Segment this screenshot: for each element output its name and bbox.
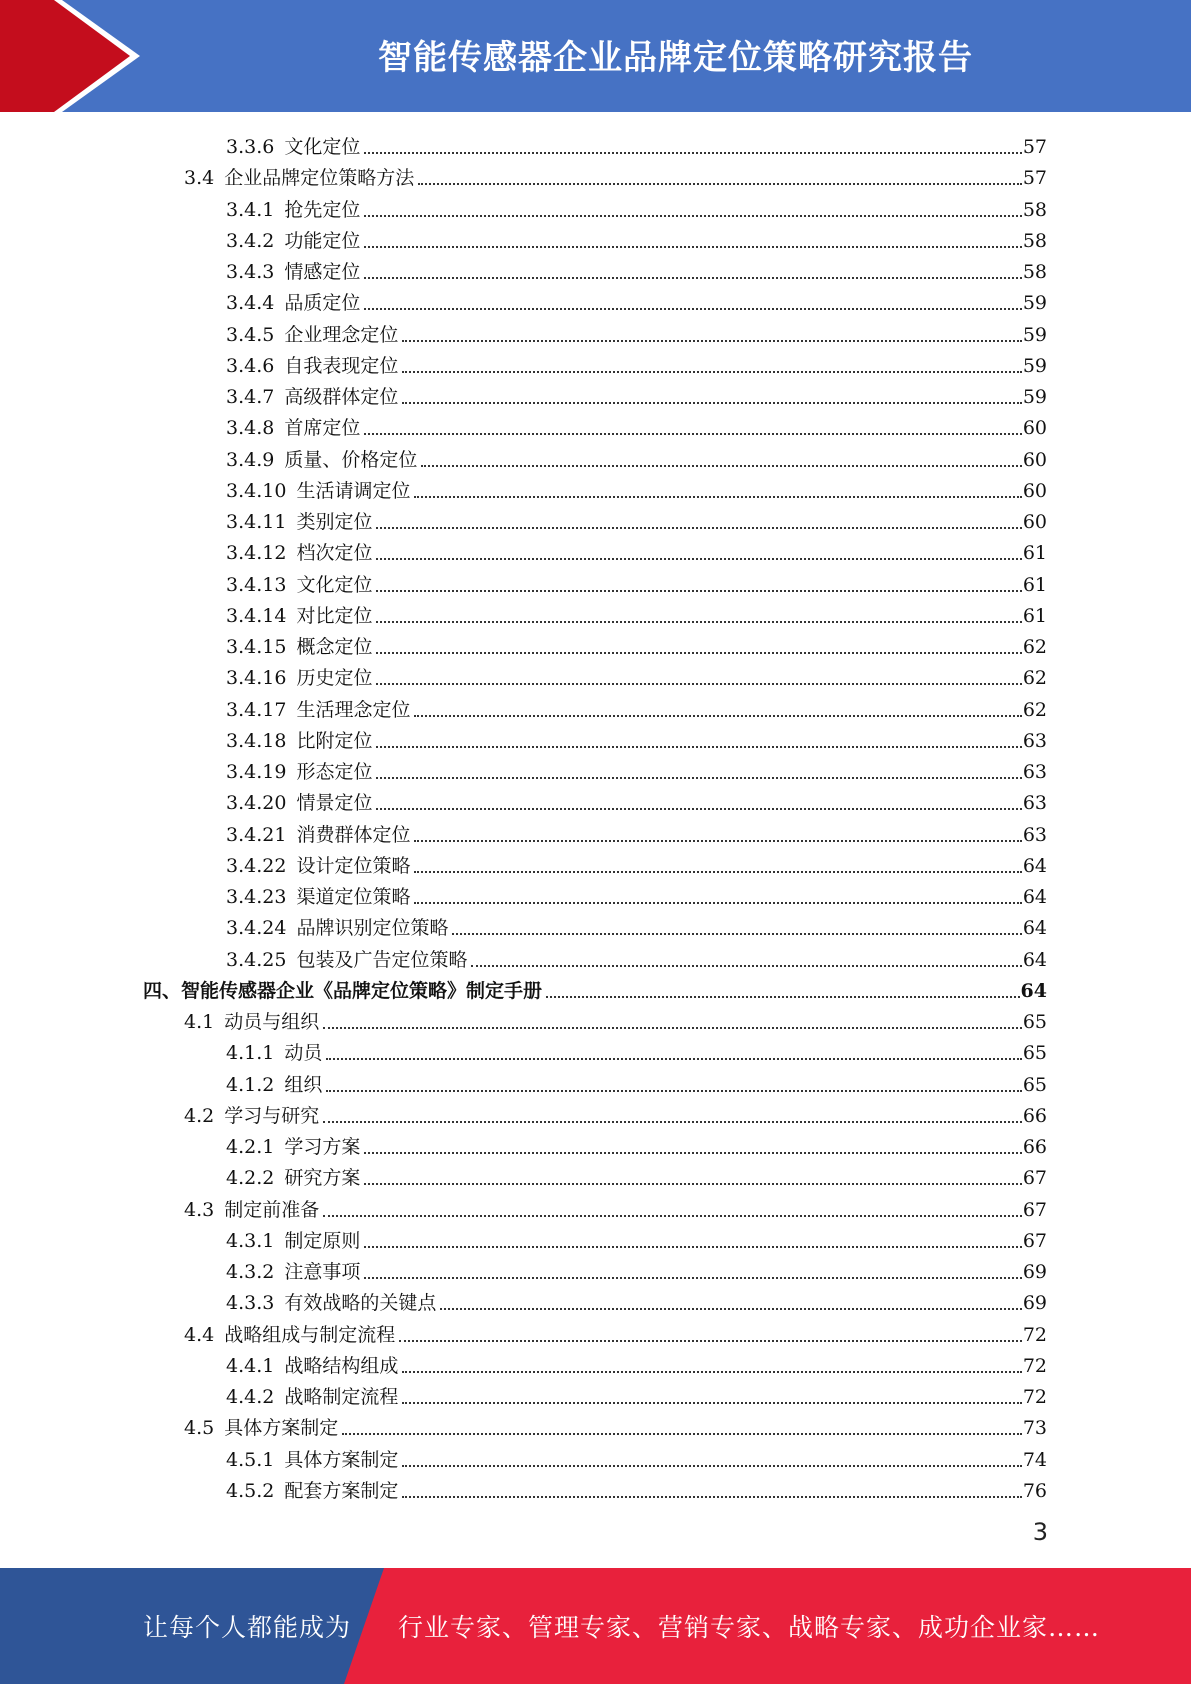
toc-entry-text: [226, 261, 360, 283]
toc-entry-page: 65: [1022, 1011, 1047, 1033]
toc-entry[interactable]: [226, 877, 1047, 908]
toc-entry-page: 64: [1022, 886, 1047, 908]
toc-dot-leader: [402, 1465, 1021, 1467]
toc-dot-leader: [364, 308, 1021, 310]
toc-entry-page: 72: [1022, 1386, 1047, 1408]
toc-dot-leader: [323, 1027, 1022, 1029]
toc-entry[interactable]: [226, 596, 1047, 627]
toc-entry-page: 74: [1022, 1448, 1047, 1471]
toc-entry-title: 具体方案制定: [224, 1417, 339, 1440]
toc-entry-page: 63: [1022, 792, 1047, 815]
toc-entry-text: [226, 605, 372, 627]
toc-entry-text: [226, 449, 417, 471]
toc-dot-leader: [414, 871, 1021, 873]
toc-entry-title: 品牌识别定位策略: [296, 917, 449, 940]
toc-entry-page: 63: [1022, 823, 1047, 846]
toc-entry-text: [226, 667, 372, 689]
toc-dot-leader: [364, 1183, 1021, 1185]
toc-entry-text: [226, 230, 360, 252]
toc-entry-number: 4.3.3: [226, 1292, 275, 1315]
toc-dot-leader: [418, 183, 1022, 185]
toc-entry[interactable]: [226, 1440, 1047, 1471]
report-title: 智能传感器企业品牌定位策略研究报告: [378, 37, 973, 78]
toc-entry-title: 对比定位: [296, 604, 373, 627]
toc-entry-title: 渠道定位策略: [296, 886, 411, 908]
toc-dot-leader: [414, 496, 1021, 498]
toc-entry[interactable]: [184, 1002, 1047, 1033]
toc-entry[interactable]: [143, 971, 1047, 1002]
toc-entry-title: 有效战略的关键点: [284, 1292, 437, 1315]
toc-dot-leader: [399, 1340, 1022, 1342]
toc-entry-title: 战略制定流程: [284, 1386, 399, 1408]
toc-entry-page: 72: [1022, 1323, 1047, 1346]
toc-entry-number: 4.1: [184, 1011, 215, 1033]
toc-entry-page: 61: [1022, 604, 1047, 627]
toc-entry[interactable]: [226, 315, 1047, 346]
toc-entry[interactable]: [226, 908, 1047, 939]
toc-entry-text: [226, 1074, 322, 1096]
toc-entry[interactable]: [226, 471, 1047, 502]
toc-entry-number: 3.4.3: [226, 261, 275, 283]
toc-entry-title: 抢先定位: [284, 198, 361, 221]
toc-entry-number: 3.4.21: [226, 823, 287, 846]
toc-dot-leader: [471, 965, 1021, 967]
toc-entry-text: [226, 511, 372, 533]
toc-entry[interactable]: [226, 846, 1047, 877]
toc-entry-text: [226, 292, 360, 314]
toc-entry-title: 组织: [284, 1073, 323, 1096]
toc-entry[interactable]: [226, 1065, 1047, 1096]
toc-entry-text: [226, 1292, 436, 1314]
toc-entry-title: 形态定位: [296, 761, 373, 783]
toc-entry-page: 57: [1022, 136, 1047, 158]
toc-entry[interactable]: [226, 1033, 1047, 1064]
toc-dot-leader: [414, 840, 1021, 842]
toc-entry[interactable]: [226, 346, 1047, 377]
toc-dot-leader: [402, 1371, 1021, 1373]
toc-dot-leader: [414, 902, 1021, 904]
toc-entry-text: [226, 1261, 360, 1283]
footer-banner: [0, 1568, 1191, 1684]
toc-entry-title: 情景定位: [296, 792, 373, 815]
toc-entry-page: 62: [1022, 636, 1047, 658]
toc-entry-number: 3.4.13: [226, 573, 287, 596]
toc-entry[interactable]: [226, 690, 1047, 721]
toc-entry-title: 质量、价格定位: [284, 448, 418, 471]
toc-entry-page: 64: [1022, 854, 1047, 877]
toc-entry-title: 品质定位: [284, 292, 361, 315]
toc-entry-title: 概念定位: [296, 636, 373, 658]
toc-entry[interactable]: [226, 1127, 1047, 1158]
toc-entry-text: [226, 917, 448, 939]
toc-entry-title: 制定前准备: [224, 1198, 320, 1221]
toc-entry-title: 包装及广告定位策略: [296, 948, 468, 971]
toc-entry-title: 高级群体定位: [284, 386, 399, 408]
toc-entry[interactable]: [226, 440, 1047, 471]
toc-entry-number: 3.4.25: [226, 948, 287, 971]
toc-entry-number: 4.2: [184, 1104, 215, 1127]
toc-dot-leader: [364, 215, 1021, 217]
toc-entry-text: [226, 355, 398, 377]
toc-entry-page: 59: [1022, 292, 1047, 315]
footer-slogan-right: 行业专家、管理专家、营销专家、战略专家、成功企业家……: [398, 1613, 1101, 1642]
toc-entry[interactable]: [184, 1190, 1047, 1221]
toc-entry[interactable]: [226, 565, 1047, 596]
toc-dot-leader: [402, 340, 1021, 342]
toc-entry-text: [226, 1042, 322, 1064]
toc-dot-leader: [452, 933, 1021, 935]
toc-entry-title: 动员与组织: [224, 1011, 320, 1033]
toc-entry-title: 制定原则: [284, 1229, 361, 1252]
toc-entry-title: 自我表现定位: [284, 354, 399, 377]
toc-entry-number: 4.1.1: [226, 1042, 275, 1065]
toc-dot-leader: [364, 1277, 1021, 1279]
toc-entry-page: 60: [1022, 511, 1047, 533]
toc-entry-number: 3.4.1: [226, 198, 275, 221]
toc-entry[interactable]: [226, 783, 1047, 814]
toc-entry-page: 65: [1022, 1042, 1047, 1065]
toc-entry-title: 首席定位: [284, 417, 361, 440]
toc-dot-leader: [364, 152, 1021, 154]
toc-dot-leader: [326, 1058, 1021, 1060]
toc-entry-page: 60: [1022, 417, 1047, 440]
toc-entry-text: [226, 1136, 360, 1158]
toc-entry-number: 3.4.2: [226, 229, 275, 252]
toc-dot-leader: [376, 527, 1021, 529]
toc-entry-page: 65: [1022, 1073, 1047, 1096]
toc-entry-page: 58: [1022, 261, 1047, 283]
toc-entry-number: 4.3.2: [226, 1261, 275, 1283]
toc-entry-number: 3.4.6: [226, 354, 275, 377]
toc-entry-number: 3.4.15: [226, 636, 287, 658]
toc-entry[interactable]: [226, 221, 1047, 252]
toc-entry-title: 生活理念定位: [296, 698, 411, 721]
toc-entry-text: [226, 792, 372, 814]
toc-entry-page: 67: [1022, 1198, 1047, 1221]
toc-entry-page: 64: [1022, 917, 1047, 940]
toc-entry-title: 类别定位: [296, 511, 373, 533]
toc-entry-text: [226, 1167, 360, 1189]
toc-entry-page: 64: [1020, 979, 1047, 1002]
toc-entry[interactable]: [226, 190, 1047, 221]
toc-dot-leader: [402, 1402, 1021, 1404]
toc-entry[interactable]: [184, 1315, 1047, 1346]
toc-entry-page: 67: [1022, 1167, 1047, 1190]
toc-entry-page: 73: [1022, 1417, 1047, 1440]
toc-entry[interactable]: [226, 377, 1047, 408]
toc-entry-title: 文化定位: [284, 136, 361, 158]
toc-entry-text: [184, 1011, 319, 1033]
toc-entry-text: [226, 1449, 398, 1471]
toc-entry-text: [226, 1480, 398, 1502]
toc-entry-number: 3.4.22: [226, 854, 287, 877]
toc-dot-leader: [376, 746, 1021, 748]
toc-entry-title: 消费群体定位: [296, 823, 411, 846]
chevron-arrow-icon: [0, 0, 160, 112]
toc-entry-number: 3.4.10: [226, 479, 287, 502]
toc-entry-page: 60: [1022, 479, 1047, 502]
toc-entry-text: [143, 980, 542, 1002]
toc-entry[interactable]: [226, 533, 1047, 564]
toc-entry-text: [226, 386, 398, 408]
toc-entry-title: 动员: [284, 1042, 323, 1065]
toc-dot-leader: [440, 1308, 1021, 1310]
toc-entry-title: 学习方案: [284, 1136, 361, 1158]
toc-entry-number: 4.5.1: [226, 1448, 275, 1471]
header-banner: [0, 0, 1191, 112]
toc-entry-number: 3.4.5: [226, 323, 275, 346]
toc-dot-leader: [364, 433, 1021, 435]
toc-entry-number: 3.4.19: [226, 761, 287, 783]
toc-entry[interactable]: [226, 1252, 1047, 1283]
toc-entry-page: 66: [1022, 1136, 1047, 1158]
toc-entry-text: [184, 1199, 319, 1221]
toc-entry-title: 功能定位: [284, 229, 361, 252]
toc-entry-title: 历史定位: [296, 667, 373, 690]
toc-dot-leader: [414, 715, 1021, 717]
toc-entry-text: [226, 949, 467, 971]
toc-entry-page: 72: [1022, 1354, 1047, 1377]
toc-entry[interactable]: [226, 1346, 1047, 1377]
toc-entry-text: [184, 167, 414, 189]
toc-entry-title: 企业品牌定位策略方法: [224, 167, 415, 190]
toc-entry[interactable]: [226, 127, 1047, 158]
toc-entry[interactable]: [226, 408, 1047, 439]
toc-entry[interactable]: [226, 658, 1047, 689]
toc-dot-leader: [376, 621, 1021, 623]
toc-entry[interactable]: [226, 1377, 1047, 1408]
toc-entry-page: 61: [1022, 573, 1047, 596]
toc-entry-text: [226, 324, 398, 346]
toc-entry-page: 58: [1022, 229, 1047, 252]
toc-entry-text: [226, 855, 410, 877]
toc-entry-number: 4.1.2: [226, 1073, 275, 1096]
toc-entry-page: 66: [1022, 1104, 1047, 1127]
toc-entry-number: 3.4.11: [226, 511, 287, 533]
toc-entry-page: 76: [1022, 1479, 1047, 1502]
toc-entry[interactable]: [184, 1096, 1047, 1127]
toc-entry-page: 61: [1022, 542, 1047, 565]
toc-entry-title: 注意事项: [284, 1261, 361, 1283]
toc-entry-page: 59: [1022, 323, 1047, 346]
toc-entry-number: 3.4.16: [226, 667, 287, 690]
toc-entry-text: [184, 1324, 395, 1346]
toc-entry-text: [226, 574, 372, 596]
toc-entry[interactable]: [226, 1221, 1047, 1252]
toc-entry[interactable]: [226, 940, 1047, 971]
toc-dot-leader: [342, 1433, 1022, 1435]
toc-entry-text: [226, 824, 410, 846]
toc-entry-number: 3.4.8: [226, 417, 275, 440]
toc-dot-leader: [376, 590, 1021, 592]
toc-entry-page: 57: [1022, 167, 1047, 190]
toc-entry-page: 59: [1022, 386, 1047, 408]
page-number: 3: [1032, 1518, 1048, 1546]
toc-entry-number: 3.4.12: [226, 542, 287, 565]
toc-entry-page: 59: [1022, 354, 1047, 377]
toc-dot-leader: [364, 277, 1021, 279]
toc-entry-number: 3.3.6: [226, 136, 275, 158]
toc-entry-page: 58: [1022, 198, 1047, 221]
toc-entry-title: 研究方案: [284, 1167, 361, 1190]
toc-entry-text: [226, 417, 360, 439]
toc-entry-text: [226, 542, 372, 564]
toc-entry-number: 3.4.9: [226, 448, 275, 471]
toc-dot-leader: [376, 558, 1021, 560]
toc-entry[interactable]: [226, 1471, 1047, 1502]
toc-entry[interactable]: [226, 502, 1047, 533]
toc-entry-title: 情感定位: [284, 261, 361, 283]
toc-entry-number: 3.4.23: [226, 886, 287, 908]
toc-dot-leader: [364, 1152, 1021, 1154]
toc-entry-page: 67: [1022, 1229, 1047, 1252]
toc-entry-title: 配套方案制定: [284, 1479, 399, 1502]
toc-entry-number: 4.2.2: [226, 1167, 275, 1190]
toc-entry-number: 3.4.18: [226, 729, 287, 752]
toc-entry[interactable]: [226, 627, 1047, 658]
toc-dot-leader: [421, 465, 1021, 467]
toc-entry-number: 3.4: [184, 167, 215, 190]
toc-entry-page: 63: [1022, 729, 1047, 752]
toc-entry-title: 生活请调定位: [296, 479, 411, 502]
toc-entry-text: [226, 136, 360, 158]
toc-entry-number: 3.4.17: [226, 698, 287, 721]
toc-entry-number: 4.5: [184, 1417, 215, 1440]
toc-entry-text: [226, 1386, 398, 1408]
toc-dot-leader: [326, 1090, 1021, 1092]
footer-slogan-left: 让每个人都能成为: [143, 1613, 352, 1642]
toc-entry[interactable]: [184, 1408, 1047, 1439]
toc-entry-page: 69: [1022, 1261, 1047, 1283]
toc-entry[interactable]: [226, 1283, 1047, 1314]
toc-entry-page: 60: [1022, 448, 1047, 471]
toc-entry-text: [226, 699, 410, 721]
toc-entry-text: [226, 761, 372, 783]
toc-dot-leader: [323, 1121, 1022, 1123]
toc-entry-title: 文化定位: [296, 573, 373, 596]
toc-entry-text: [226, 730, 372, 752]
toc-dot-leader: [323, 1215, 1022, 1217]
toc-entry-number: 4.5.2: [226, 1479, 275, 1502]
toc-entry-number: 3.4.14: [226, 604, 287, 627]
toc-entry-title: 四、智能传感器企业《品牌定位策略》制定手册: [143, 979, 543, 1002]
toc-entry-title: 战略结构组成: [284, 1354, 399, 1377]
toc-entry[interactable]: [226, 252, 1047, 283]
toc-entry-page: 69: [1022, 1292, 1047, 1315]
toc-entry-title: 比附定位: [296, 729, 373, 752]
toc-entry-text: [184, 1105, 319, 1127]
toc-entry-number: 3.4.24: [226, 917, 287, 940]
toc-entry-page: 62: [1022, 667, 1047, 690]
toc-entry-title: 企业理念定位: [284, 323, 399, 346]
toc-entry-text: [184, 1417, 338, 1439]
toc-entry-number: 4.3: [184, 1198, 215, 1221]
toc-entry-title: 战略组成与制定流程: [224, 1323, 396, 1346]
toc-entry-text: [226, 199, 360, 221]
toc-dot-leader: [376, 808, 1021, 810]
toc-entry-text: [226, 1230, 360, 1252]
toc-entry-text: [226, 886, 410, 908]
toc-entry-text: [226, 480, 410, 502]
toc-entry-number: 3.4.4: [226, 292, 275, 315]
toc-entry-title: 学习与研究: [224, 1104, 320, 1127]
toc-entry-number: 3.4.7: [226, 386, 275, 408]
toc-entry[interactable]: [226, 1158, 1047, 1189]
toc-entry-page: 62: [1022, 698, 1047, 721]
toc-entry[interactable]: [226, 721, 1047, 752]
toc-entry-text: [226, 1355, 398, 1377]
toc-dot-leader: [402, 402, 1021, 404]
toc-entry-page: 63: [1022, 761, 1047, 783]
toc-dot-leader: [402, 371, 1021, 373]
toc-dot-leader: [546, 996, 1020, 998]
toc-entry-page: 64: [1022, 948, 1047, 971]
toc-entry[interactable]: [184, 158, 1047, 189]
toc-entry[interactable]: [226, 283, 1047, 314]
toc-entry-number: 4.2.1: [226, 1136, 275, 1158]
toc-dot-leader: [376, 683, 1021, 685]
toc-entry[interactable]: [226, 752, 1047, 783]
toc-entry-number: 3.4.20: [226, 792, 287, 815]
toc-entry-number: 4.4: [184, 1323, 215, 1346]
toc-entry[interactable]: [226, 815, 1047, 846]
toc-entry-text: [226, 636, 372, 658]
toc-entry-title: 具体方案制定: [284, 1448, 399, 1471]
toc-dot-leader: [376, 652, 1021, 654]
toc-entry-title: 设计定位策略: [296, 854, 411, 877]
toc-entry-number: 4.4.2: [226, 1386, 275, 1408]
toc-dot-leader: [376, 777, 1021, 779]
toc-dot-leader: [402, 1496, 1021, 1498]
toc-dot-leader: [364, 1246, 1021, 1248]
toc-dot-leader: [364, 246, 1021, 248]
toc-entry-number: 4.3.1: [226, 1229, 275, 1252]
toc-entry-title: 档次定位: [296, 542, 373, 565]
toc-entry-number: 4.4.1: [226, 1354, 275, 1377]
